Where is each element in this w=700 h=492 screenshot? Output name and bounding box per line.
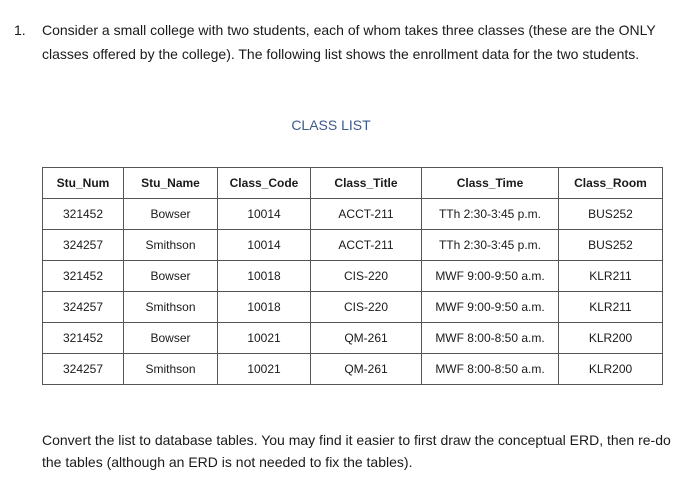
table-row [43,354,663,385]
cell-stu-num: 321452 [43,261,124,292]
class-list-table [42,167,663,385]
cell-stu-name: Smithson [124,292,218,323]
header-class-code: Class_Code [218,168,311,199]
cell-stu-name: Smithson [124,354,218,385]
cell-stu-name: Bowser [124,323,218,354]
instruction-text: Convert the list to database tables. You may find it easier to first draw the conceptual ERD, then re-do the tables (although an ERD is not needed to fix the tables). [42,432,671,470]
question-text: Consider a small college with two students, each of whom takes three classes (these are the ONLY classes offered by the college). The following list shows the enrollment data for the two students. [42,22,656,62]
cell-class-title: ACCT-211 [311,230,422,261]
table-row [43,292,663,323]
table-row [43,230,663,261]
cell-class-time: MWF 9:00-9:50 a.m. [422,261,559,292]
cell-class-title: QM-261 [311,354,422,385]
header-class-title: Class_Title [311,168,422,199]
cell-class-room: BUS252 [559,199,663,230]
cell-class-title: CIS-220 [311,292,422,323]
header-stu-name: Stu_Name [124,168,218,199]
cell-class-time: TTh 2:30-3:45 p.m. [422,199,559,230]
cell-class-code: 10018 [218,292,311,323]
table-row [43,323,663,354]
cell-class-time: MWF 9:00-9:50 a.m. [422,292,559,323]
header-stu-num: Stu_Num [43,168,124,199]
cell-class-code: 10018 [218,261,311,292]
cell-stu-num: 324257 [43,354,124,385]
cell-stu-num: 321452 [43,199,124,230]
cell-class-time: MWF 8:00-8:50 a.m. [422,354,559,385]
question-block [14,18,684,66]
cell-class-code: 10014 [218,199,311,230]
table-row [43,199,663,230]
cell-stu-name: Bowser [124,199,218,230]
cell-class-code: 10021 [218,323,311,354]
cell-class-code: 10021 [218,354,311,385]
cell-class-room: KLR211 [559,261,663,292]
cell-stu-num: 324257 [43,292,124,323]
cell-class-code: 10014 [218,230,311,261]
cell-stu-name: Bowser [124,261,218,292]
cell-class-time: TTh 2:30-3:45 p.m. [422,230,559,261]
header-class-room: Class_Room [559,168,663,199]
cell-class-title: QM-261 [311,323,422,354]
cell-class-title: CIS-220 [311,261,422,292]
cell-stu-num: 321452 [43,323,124,354]
cell-class-title: ACCT-211 [311,199,422,230]
table-row [43,261,663,292]
cell-class-room: KLR200 [559,354,663,385]
header-class-time: Class_Time [422,168,559,199]
cell-class-time: MWF 8:00-8:50 a.m. [422,323,559,354]
cell-class-room: KLR200 [559,323,663,354]
table-caption: CLASS LIST [291,117,371,133]
question-number: 1. [14,22,26,38]
table-header-row [43,168,663,199]
cell-class-room: BUS252 [559,230,663,261]
cell-class-room: KLR211 [559,292,663,323]
cell-stu-num: 324257 [43,230,124,261]
cell-stu-name: Smithson [124,230,218,261]
